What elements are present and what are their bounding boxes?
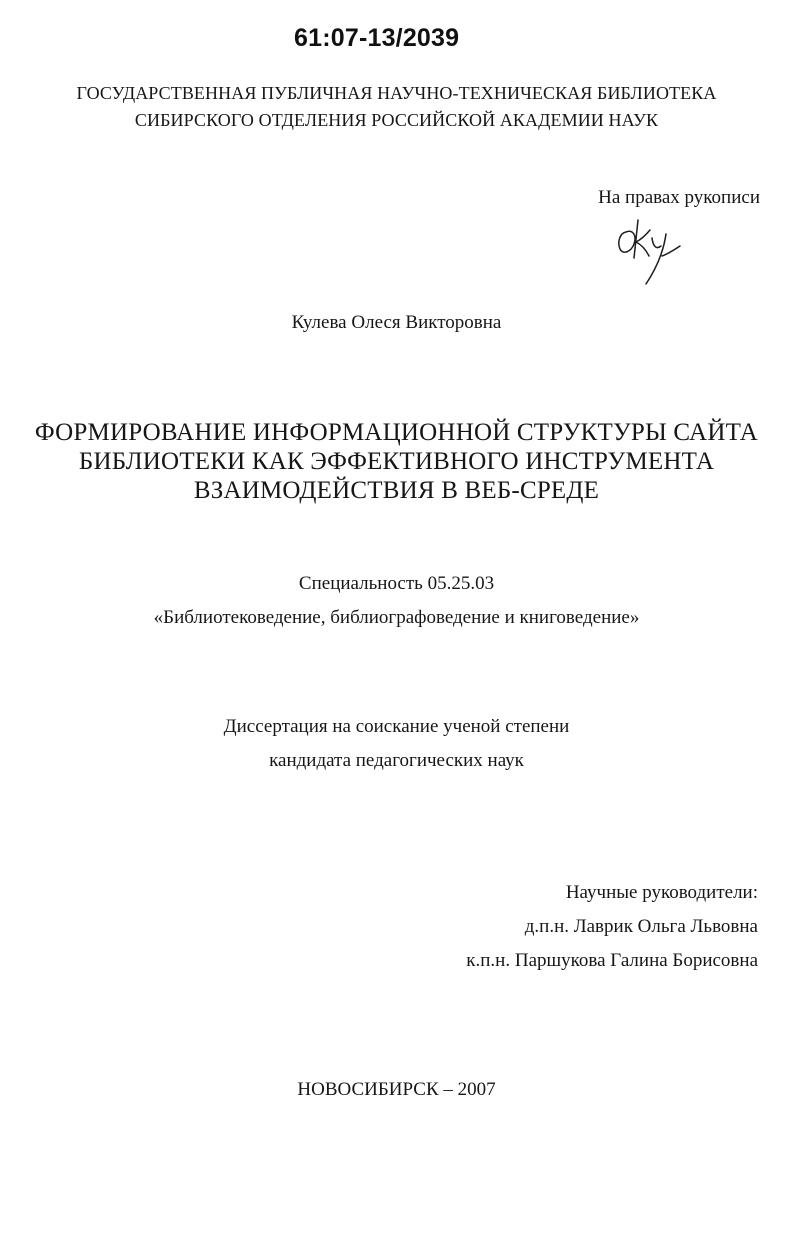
degree-line-2: кандидата педагогических наук <box>269 750 524 771</box>
title-line-1: ФОРМИРОВАНИЕ ИНФОРМАЦИОННОЙ СТРУКТУРЫ САЙТА <box>34 419 759 446</box>
supervisors-block <box>466 876 758 978</box>
institution-line-1: ГОСУДАРСТВЕННАЯ ПУБЛИЧНАЯ НАУЧНО-ТЕХНИЧЕСКАЯ БИБЛИОТЕКА <box>76 83 717 103</box>
specialty-code: Специальность 05.25.03 <box>298 573 495 594</box>
supervisor-2: к.п.н. Паршукова Галина Борисовна <box>466 950 758 971</box>
specialty-name: «Библиотековедение, библиографоведение и книговедение» <box>153 607 640 628</box>
supervisor-1: д.п.н. Лаврик Ольга Львовна <box>524 916 758 937</box>
manuscript-rights-note: На правах рукописи <box>598 187 760 208</box>
author-name: Кулева Олеся Викторовна <box>291 312 502 333</box>
title-line-2: БИБЛИОТЕКИ КАК ЭФФЕКТИВНОГО ИНСТРУМЕНТА <box>78 448 715 475</box>
title-line-3: ВЗАИМОДЕЙСТВИЯ В ВЕБ-СРЕДЕ <box>193 477 600 504</box>
degree-line-1: Диссертация на соискание ученой степени <box>223 716 570 737</box>
signature-icon <box>612 212 692 290</box>
institution-line-2: СИБИРСКОГО ОТДЕЛЕНИЯ РОССИЙСКОЙ АКАДЕМИИ НАУК <box>134 110 659 130</box>
supervisors-heading: Научные руководители: <box>565 882 758 903</box>
institution-name <box>0 80 793 134</box>
archive-stamp-code: 61:07-13/2039 <box>294 24 460 52</box>
city-year: НОВОСИБИРСК – 2007 <box>297 1079 496 1100</box>
dissertation-title <box>0 418 793 505</box>
